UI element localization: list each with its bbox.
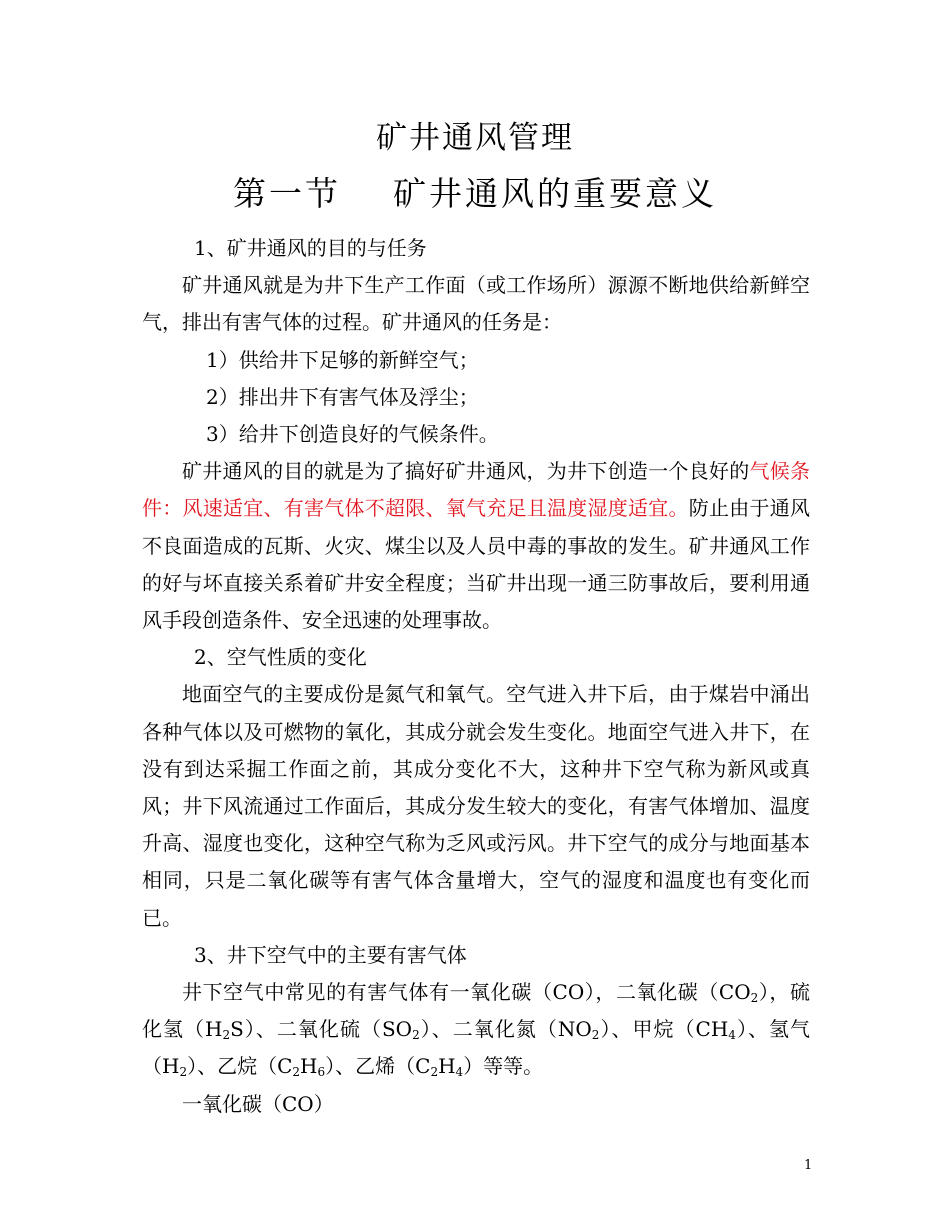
heading-purpose-tasks: 1、矿井通风的目的与任务 [194, 236, 427, 260]
task-item-3: 3）给井下创造良好的气候条件。 [206, 422, 499, 447]
purpose-text-start: 矿井通风的目的就是为了搞好矿井通风，为井下创造一个良好的 [182, 459, 750, 484]
heading-carbon-monoxide: 一氧化碳（CO） [182, 1091, 334, 1116]
purpose-text-end: 防止由于通风不良面造成的瓦斯、火灾、煤尘以及人员中毒的事故的发生。矿井通风工作的好与坏直接关系着矿井安全程度；当矿井出现一通三防事故后，要利用通风手段创造条件、安全迅速的处理事故。 [142, 496, 810, 633]
gas-text: ）、二氧化氮（NO [419, 1017, 592, 1042]
subscript: 6 [317, 1065, 326, 1080]
subscript: 4 [455, 1065, 464, 1080]
heading-harmful-gases: 3、井下空气中的主要有害气体 [194, 942, 467, 967]
section-name: 矿井通风的重要意义 [393, 174, 717, 213]
gas-text: ）等等。 [463, 1054, 544, 1079]
subscript: 2 [179, 1065, 188, 1080]
document-body [142, 230, 810, 1123]
subscript: 2 [222, 1028, 231, 1043]
page-number: 1 [804, 1158, 813, 1173]
gas-text: 井下空气中常见的有害气体有一氧化碳（CO），二氧化碳（CO [182, 980, 751, 1005]
subscript: 2 [412, 1028, 420, 1043]
subscript: 2 [292, 1065, 301, 1080]
subscript: 2 [591, 1028, 600, 1043]
gas-text: ）、乙烯（C [325, 1054, 431, 1079]
task-item-2: 2）排出井下有害气体及浮尘； [206, 384, 479, 409]
gas-text: ）、乙烷（C [187, 1054, 293, 1079]
gas-text: ）、甲烷（CH [599, 1017, 729, 1042]
paragraph-purpose [142, 453, 810, 639]
gas-text: H [438, 1054, 456, 1079]
gas-text: H [300, 1054, 318, 1079]
paragraph-definition: 矿井通风就是为井下生产工作面（或工作场所）源源不断地供给新鲜空气，排出有害气体的过程。矿井通风的任务是： [142, 273, 810, 335]
subscript: 2 [750, 991, 759, 1006]
paragraph-harmful-gases [142, 974, 810, 1086]
highlighted-climate-conditions: 气候条件：风速适宜、有害气体不超限、氧气充足且温度湿度适宜。 [142, 459, 811, 521]
section-label: 第一节 [233, 174, 341, 213]
subscript: 2 [430, 1065, 439, 1080]
gas-text: S）、二氧化硫（SO [230, 1017, 413, 1042]
section-heading [0, 168, 950, 215]
gas-text: ）、氢气（H [142, 1017, 810, 1079]
document-title: 矿井通风管理 [376, 120, 574, 156]
subscript: 4 [728, 1028, 736, 1043]
paragraph-air-change: 地面空气的主要成份是氮气和氧气。空气进入井下后，由于煤岩中涌出各种气体以及可燃物的氧化，其成分就会发生变化。地面空气进入井下，在没有到达采掘工作面之前，其成分变化不大，这种井下空气称为新风或真风；井下风流通过工作面后，其成分发生较大的变化，有害气体增加、温度升高、湿度也变化，这种空气称为乏风或污风。井下空气的成分与地面基本相同，只是二氧化碳等有害气体含量增大，空气的湿度和温度也有变化而已。 [142, 682, 810, 930]
heading-air-change: 2、空气性质的变化 [194, 645, 367, 670]
task-item-1: 1）供给井下足够的新鲜空气； [206, 347, 479, 372]
gas-text: ），硫化氢（H [142, 980, 811, 1042]
